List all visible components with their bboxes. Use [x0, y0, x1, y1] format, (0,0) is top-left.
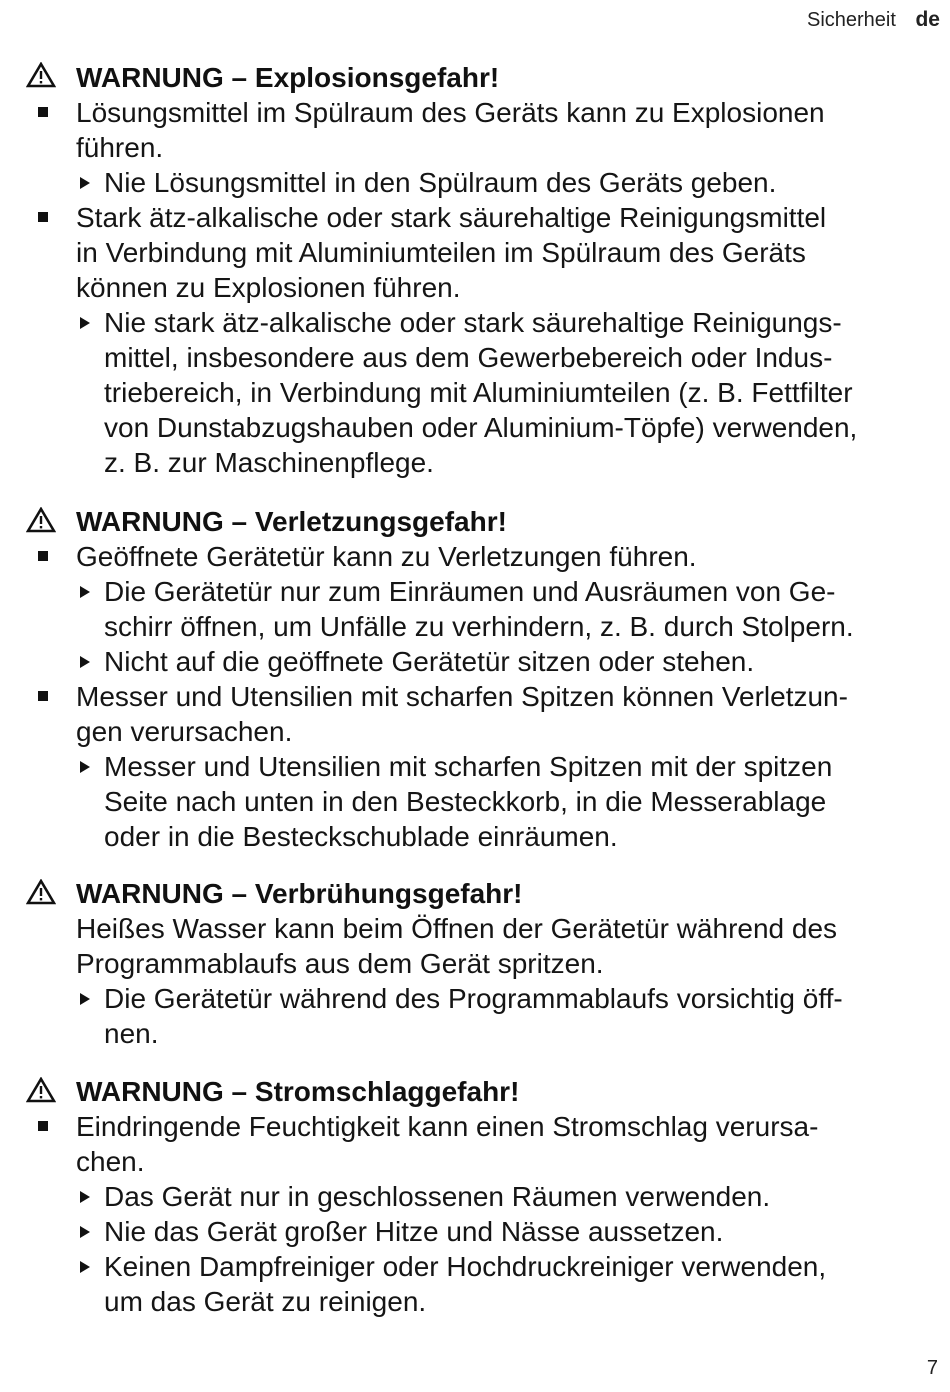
- text-line: Stark ätz-alkalische oder stark säurehaltige Reinigungsmittel: [76, 202, 827, 233]
- text-line: Die Gerätetür während des Programmablaufs vorsichtig öff-: [104, 983, 843, 1014]
- text-line: mittel, insbesondere aus dem Gewerbebereich oder Indus-: [104, 342, 833, 373]
- action-arrow: [80, 1261, 90, 1273]
- text-line: triebereich, in Verbindung mit Aluminiumteilen (z. B. Fettfilter: [104, 377, 853, 408]
- page-header: [807, 8, 940, 32]
- action-arrow: [80, 761, 90, 773]
- text-line: Messer und Utensilien mit scharfen Spitzen können Verletzun-: [76, 681, 848, 712]
- header-section: Sicherheit: [806, 9, 896, 31]
- warning-heading: WARNUNG – Stromschlaggefahr!: [76, 1076, 520, 1107]
- bullet-square: [38, 107, 48, 117]
- warning-triangle-icon: [26, 507, 56, 533]
- warning-heading: WARNUNG – Explosionsgefahr!: [76, 62, 500, 93]
- bullet-square: [38, 691, 48, 701]
- text-line: um das Gerät zu reinigen.: [104, 1286, 427, 1317]
- action-arrow: [80, 317, 90, 329]
- page-number: 7: [926, 1357, 938, 1379]
- action-arrow: [80, 586, 90, 598]
- warning-triangle-icon: [26, 1077, 56, 1103]
- text-line: Lösungsmittel im Spülraum des Geräts kann zu Explosionen: [76, 97, 825, 128]
- text-line: Eindringende Feuchtigkeit kann einen Stromschlag verursa-: [76, 1111, 819, 1142]
- bullet-square: [38, 212, 48, 222]
- text-line: Messer und Utensilien mit scharfen Spitzen mit der spitzen: [104, 751, 833, 782]
- action-arrow: [80, 1191, 90, 1203]
- text-line: nen.: [104, 1018, 159, 1049]
- text-line: Nicht auf die geöffnete Gerätetür sitzen oder stehen.: [104, 646, 755, 677]
- warning-heading: WARNUNG – Verbrühungsgefahr!: [76, 878, 523, 909]
- action-arrow: [80, 1226, 90, 1238]
- text-line: Nie das Gerät großer Hitze und Nässe aussetzen.: [104, 1216, 724, 1247]
- text-line: können zu Explosionen führen.: [76, 272, 461, 303]
- text-line: Das Gerät nur in geschlossenen Räumen verwenden.: [104, 1181, 771, 1212]
- action-arrow: [80, 993, 90, 1005]
- warning-triangle-icon: [26, 879, 56, 905]
- text-line: führen.: [76, 132, 164, 163]
- bullet-square: [38, 1121, 48, 1131]
- bullet-square: [38, 551, 48, 561]
- text-line: chen.: [76, 1146, 145, 1177]
- text-line: Keinen Dampfreiniger oder Hochdruckreiniger verwenden,: [104, 1251, 827, 1282]
- text-line: oder in die Besteckschublade einräumen.: [104, 821, 618, 852]
- text-line: Geöffnete Gerätetür kann zu Verletzungen führen.: [76, 541, 697, 572]
- text-line: z. B. zur Maschinenpflege.: [104, 447, 434, 478]
- warning-triangle-icon: [26, 62, 56, 88]
- warning-heading: WARNUNG – Verletzungsgefahr!: [76, 506, 507, 537]
- text-line: von Dunstabzugshauben oder Aluminium-Töpfe) verwenden,: [104, 412, 858, 443]
- text-line: Nie stark ätz-alkalische oder stark säurehaltige Reinigungs-: [104, 307, 842, 338]
- action-arrow: [80, 177, 90, 189]
- text-line: gen verursachen.: [76, 716, 293, 747]
- text-line: Die Gerätetür nur zum Einräumen und Ausräumen von Ge-: [104, 576, 836, 607]
- text-line: schirr öffnen, um Unfälle zu verhindern, z. B. durch Stolpern.: [104, 611, 854, 642]
- text-line: Heißes Wasser kann beim Öffnen der Gerätetür während des: [76, 913, 838, 944]
- text-line: Programmablaufs aus dem Gerät spritzen.: [76, 948, 604, 979]
- header-language: de: [915, 8, 940, 31]
- text-line: Nie Lösungsmittel in den Spülraum des Geräts geben.: [104, 167, 777, 198]
- action-arrow: [80, 656, 90, 668]
- text-line: in Verbindung mit Aluminiumteilen im Spülraum des Geräts: [76, 237, 806, 268]
- text-line: Seite nach unten in den Besteckkorb, in die Messerablage: [104, 786, 827, 817]
